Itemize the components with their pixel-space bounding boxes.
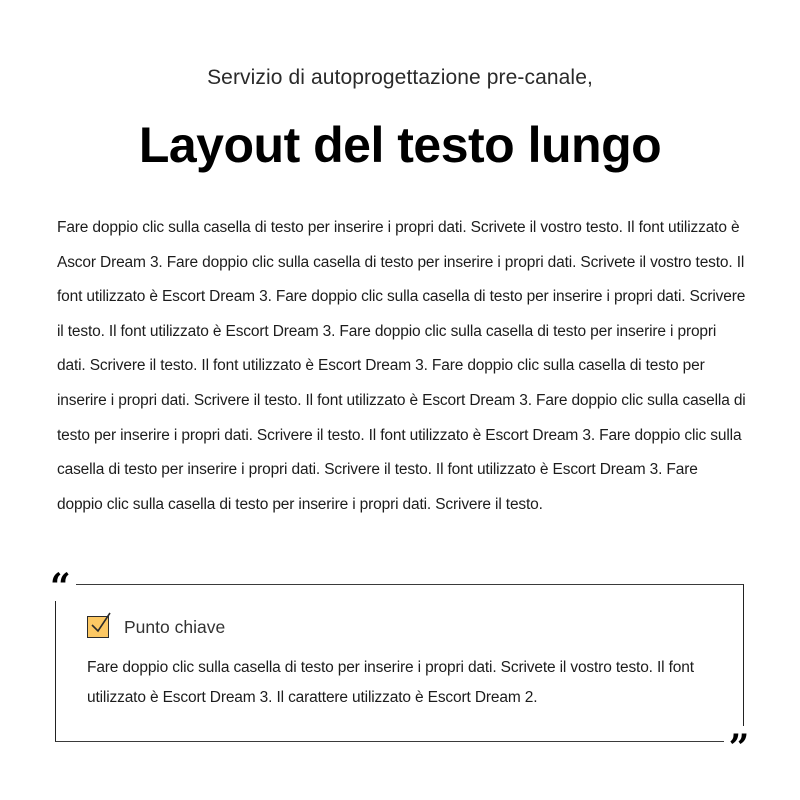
- page-subtitle: Servizio di autoprogettazione pre-canale,: [207, 66, 593, 89]
- page-title: Layout del testo lungo: [138, 117, 662, 173]
- key-point-header: [87, 612, 225, 638]
- close-quote-icon: ”: [724, 726, 754, 760]
- key-point-label: Punto chiave: [124, 616, 226, 637]
- body-paragraph[interactable]: Fare doppio clic sulla casella di testo per inserire i propri dati. Scrivete il vostro testo. Il font utilizzato è Ascor Dream 3. Fare doppio clic sulla casella di testo per inserire i propri dati. Scrivete il vostro testo. Il font utilizzato è Escort Dream 3. Fare doppio clic sulla casella di testo per inserire i propri dati. Scrivere il testo. Il font utilizzato è Escort Dream 3. Fare doppio clic sulla casella di testo per inserire i propri dati. Scrivere il testo. Il font utilizzato è Escort Dream 3. Fare doppio clic sulla casella di testo per inserire i propri dati. Scrivere il testo. Il font utilizzato è Escort Dream 3. Fare doppio clic sulla casella di testo per inserire i propri dati. Scrivere il testo. Il font utilizzato è Escort Dream 3. Fare doppio clic sulla casella di testo per inserire i propri dati. Scrivere il testo. Il font utilizzato è Escort Dream 3. Fare doppio clic sulla casella di testo per inserire i propri dati. Scrivere il testo.: [57, 219, 746, 513]
- checkbox-checked-icon: [87, 616, 109, 638]
- open-quote-icon: “: [46, 565, 76, 601]
- key-point-text[interactable]: Fare doppio clic sulla casella di testo per inserire i propri dati. Scrivete il vostro testo. Il font utilizzato è Escort Dream 3. Il carattere utilizzato è Escort Dream 2.: [87, 659, 694, 706]
